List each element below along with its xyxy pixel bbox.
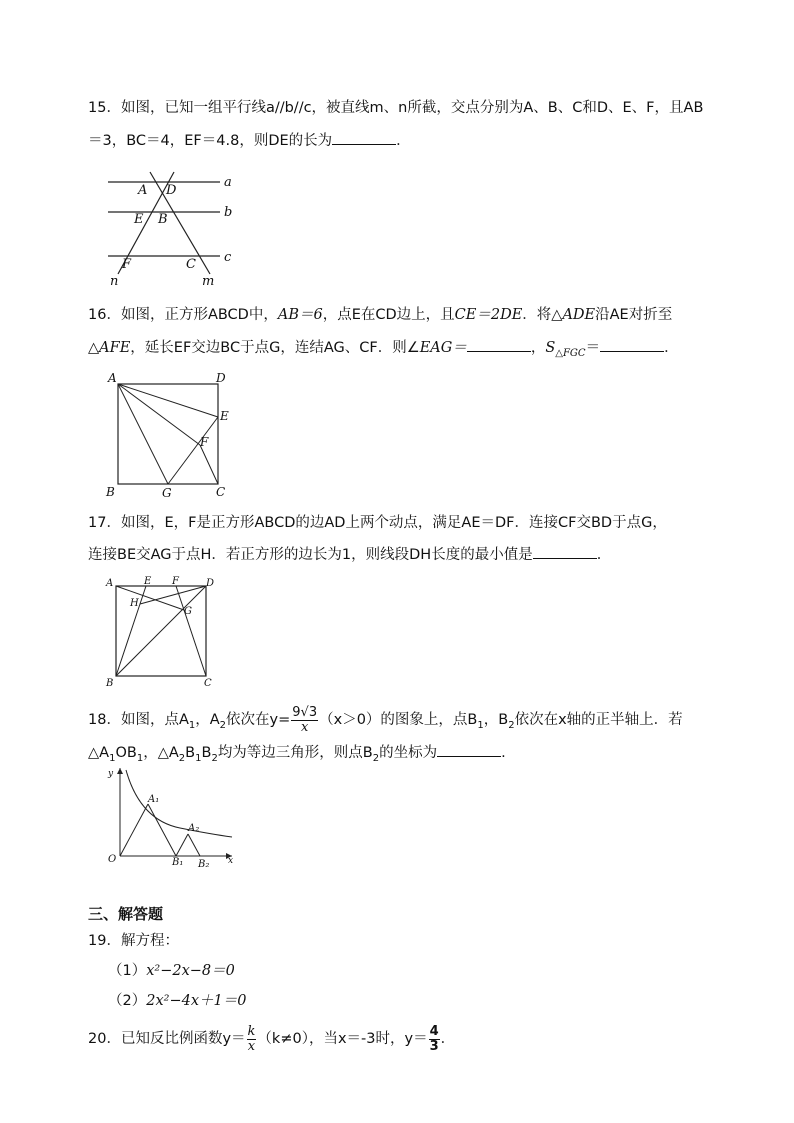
q18-label-A1: A₁ — [148, 794, 160, 805]
q18-sub: 1 — [109, 752, 116, 764]
q20-frac1-den: x — [247, 1038, 256, 1054]
q18-line1 — [88, 704, 683, 736]
q18-text-1: 18．如图，点A — [88, 712, 189, 728]
q18-text-10: B — [185, 745, 196, 761]
q20-line — [88, 1022, 455, 1056]
q19-eq2: 2x²−4x＋1＝0 — [146, 993, 247, 1009]
q18-sub: 1 — [477, 719, 484, 731]
q20-frac1-num: k — [247, 1023, 256, 1039]
q17-line2 — [88, 544, 611, 565]
q15-label-m: m — [202, 274, 215, 289]
q16-label-E: E — [220, 409, 229, 423]
q20-fraction-2 — [429, 1025, 440, 1054]
q18-label-B1: B₁ — [172, 857, 184, 868]
q18-figure — [100, 764, 250, 874]
q18-text-3: 依次在y= — [226, 712, 291, 728]
q15-label-A: A — [138, 183, 148, 198]
q16-answer-blank-2[interactable] — [600, 337, 664, 352]
q16-label-D: D — [216, 371, 226, 385]
q18-text-7: △A — [88, 745, 110, 761]
q16-math-sub: △FGC — [555, 347, 586, 359]
q17-line1: 17．如图，E，F是正方形ABCD的边AD上两个动点，满足AE＝DF．连接CF交BD于点G， — [88, 515, 667, 531]
q16-text-1: 16．如图，正方形ABCD中， — [88, 307, 278, 323]
q19-title: 19．解方程： — [88, 933, 179, 949]
q20-end: ． — [440, 1031, 456, 1047]
q16-math-ab: AB＝6 — [277, 307, 323, 323]
q16-answer-blank-1[interactable] — [467, 337, 531, 352]
q20-text-1: 20．已知反比例函数y＝ — [88, 1031, 246, 1047]
q18-sub: 1 — [188, 719, 196, 731]
q17-label-G: G — [184, 606, 192, 617]
q17-label-E: E — [144, 576, 152, 587]
q18-text-8: OB — [115, 745, 137, 761]
q17-label-F: F — [172, 576, 179, 587]
q16-label-A: A — [108, 371, 117, 385]
q16-label-F: F — [200, 435, 209, 449]
q16-line2 — [88, 337, 679, 358]
q20-fraction-1 — [247, 1025, 257, 1054]
q15-answer-blank[interactable] — [332, 130, 396, 145]
q16-text-5: △ — [88, 340, 100, 356]
q16-text-6: ，延长EF交边BC于点G，连结AG、CF．则∠ — [130, 340, 420, 356]
q15-label-D: D — [166, 183, 177, 198]
q16-label-B: B — [106, 485, 115, 499]
q15-label-F: F — [122, 257, 132, 272]
q17-label-B: B — [106, 678, 114, 689]
q15-figure — [100, 170, 260, 290]
q18-answer-blank[interactable] — [437, 742, 501, 757]
q18-text-11: B — [201, 745, 212, 761]
q18-frac-num: 9√3 — [292, 704, 318, 720]
q18-sub: 2 — [178, 752, 186, 764]
q17-label-C: C — [204, 678, 212, 689]
q16-text-8: ＝ — [585, 340, 601, 356]
q16-text-4: 沿AE对折至 — [595, 307, 673, 323]
q18-sub: 1 — [136, 752, 144, 764]
q18-text-12: 均为等边三角形，则点B — [217, 745, 373, 761]
q16-figure — [104, 370, 254, 500]
section-3-title: 三、解答题 — [88, 905, 164, 923]
q15-label-b: b — [224, 205, 233, 220]
q18-sub: 2 — [508, 719, 515, 731]
q18-sub: 2 — [372, 752, 380, 764]
q16-math-afe: AFE — [99, 340, 131, 356]
q16-math-ce: CE＝2DE — [454, 307, 523, 323]
q17-figure — [104, 576, 234, 691]
q15-label-c: c — [224, 250, 232, 265]
q16-text-7: ， — [530, 340, 546, 356]
q16-text-3: ．将△ — [522, 307, 563, 323]
q16-label-G: G — [162, 486, 172, 500]
q18-text-4: （x＞0）的图象上，点B — [319, 712, 478, 728]
q17-label-H: H — [130, 598, 139, 609]
q18-line2 — [88, 742, 506, 763]
q17-end: ． — [596, 547, 612, 563]
q18-sub: 2 — [219, 719, 227, 731]
q18-frac-den: x — [301, 719, 309, 735]
q15-label-E: E — [134, 212, 144, 227]
q16-line1 — [88, 305, 672, 325]
q18-sub: 1 — [195, 752, 202, 764]
q19-equation-2 — [108, 991, 246, 1011]
q18-sub: 2 — [211, 752, 218, 764]
q20-frac2-den: 3 — [429, 1038, 439, 1054]
q18-label-y: y — [108, 769, 114, 779]
q16-text-2: ，点E在CD边上，且 — [322, 307, 455, 323]
q16-label-C: C — [216, 485, 226, 499]
q15-label-B: B — [158, 212, 168, 227]
q18-text-2: ，A — [195, 712, 220, 728]
q18-label-x: x — [228, 856, 234, 866]
q19-eq1-label: （1） — [108, 963, 147, 979]
q17-label-D: D — [206, 578, 215, 589]
q16-math-eag: EAG＝ — [419, 340, 467, 356]
q18-end: . — [501, 745, 506, 761]
q15-label-C: C — [186, 257, 196, 272]
q17-answer-blank[interactable] — [533, 544, 597, 559]
q20-frac2-num: 4 — [429, 1023, 439, 1039]
q19-equation-1 — [108, 961, 235, 981]
q18-label-B2: B₂ — [198, 859, 210, 870]
q18-fraction — [291, 706, 318, 735]
q18-text-5: ，B — [483, 712, 509, 728]
q16-math-ade: ADE — [562, 307, 596, 323]
q20-text-2: （k≠0），当x＝-3时，y＝ — [257, 1031, 428, 1047]
q19-eq1: x²−2x−8＝0 — [146, 963, 235, 979]
q15-end: ． — [396, 133, 411, 149]
q18-label-A2: A₂ — [188, 823, 200, 834]
q16-end: ． — [664, 340, 679, 356]
q18-text-13: 的坐标为 — [379, 745, 438, 761]
q15-line1: 15．如图，已知一组平行线a//b//c，被直线m、n所截，交点分别为A、B、C和D、E、F，且AB — [88, 100, 704, 116]
q17-text: 连接BE交AG于点H．若正方形的边长为1，则线段DH长度的最小值是 — [88, 547, 533, 563]
q18-label-O: O — [108, 854, 117, 865]
q18-text-6: 依次在x轴的正半轴上．若 — [514, 712, 683, 728]
q18-text-9: ，△A — [143, 745, 179, 761]
q19-eq2-label: （2） — [108, 993, 147, 1009]
q15-text: ＝3，BC＝4，EF＝4.8，则DE的长为 — [88, 133, 333, 149]
q15-label-n: n — [110, 274, 119, 289]
q16-math-s: S — [545, 340, 556, 356]
q15-line2 — [88, 130, 411, 151]
q17-label-A: A — [106, 578, 114, 589]
q15-label-a: a — [224, 175, 232, 190]
